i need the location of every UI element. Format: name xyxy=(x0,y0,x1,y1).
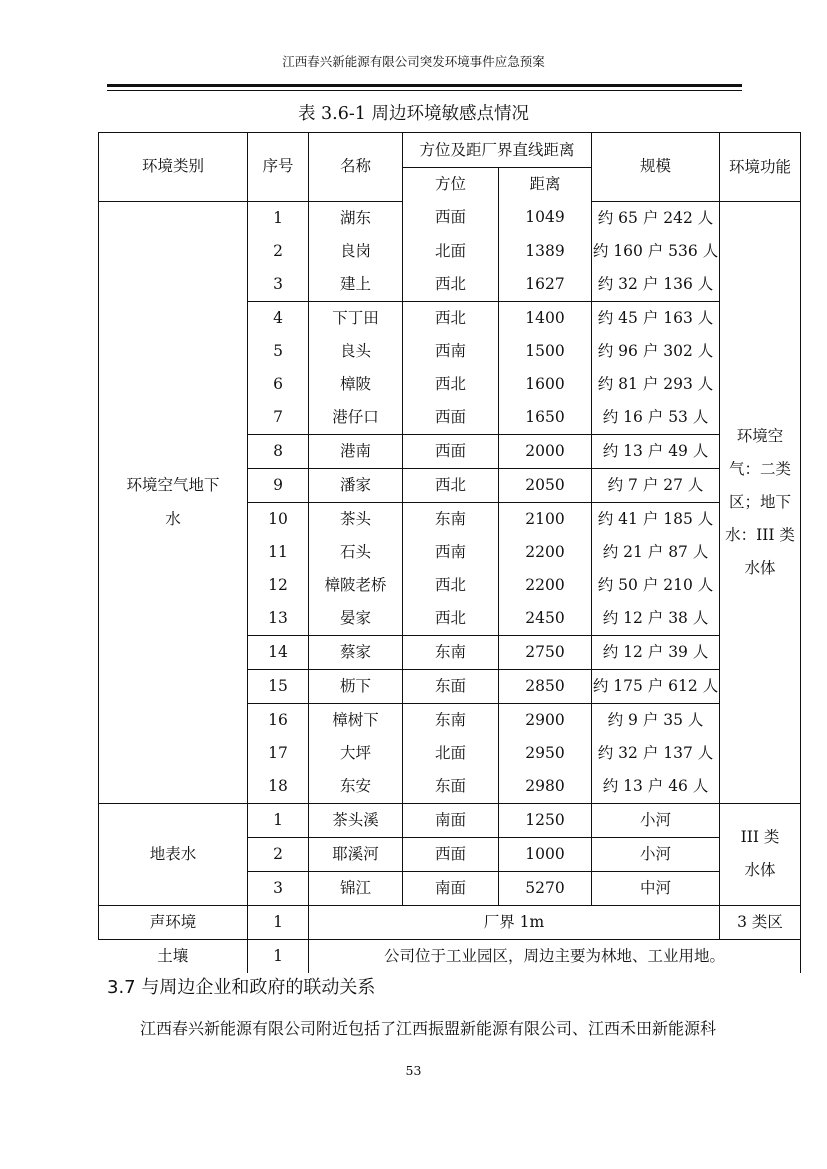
table-caption: 表 3.6-1 周边环境敏感点情况 xyxy=(297,104,529,124)
row-distance: 1400 xyxy=(499,301,592,335)
row-name: 建上 xyxy=(309,268,403,302)
row-index: 17 xyxy=(248,737,309,770)
row-scale: 约 41 户 185 人 xyxy=(592,502,720,536)
row-direction: 南面 xyxy=(403,803,499,837)
sensitive-points-table xyxy=(98,132,801,973)
row-index: 16 xyxy=(248,703,309,737)
header-position-group: 方位及距厂界直线距离 xyxy=(403,133,592,168)
row-index: 1 xyxy=(248,803,309,837)
row-name: 枥下 xyxy=(309,669,403,703)
row-scale: 约 96 户 302 人 xyxy=(592,335,720,368)
row-direction: 西面 xyxy=(403,434,499,468)
row-distance: 2950 xyxy=(499,737,592,770)
row-direction: 北面 xyxy=(403,235,499,268)
row-name: 蔡家 xyxy=(309,635,403,669)
row-distance: 1600 xyxy=(499,368,592,401)
row-distance: 1500 xyxy=(499,335,592,368)
row-direction: 东南 xyxy=(403,502,499,536)
row-index: 9 xyxy=(248,468,309,502)
row-distance: 5270 xyxy=(499,871,592,905)
row-index: 15 xyxy=(248,669,309,703)
header-rule-thin xyxy=(107,90,742,91)
row-name: 晏家 xyxy=(309,602,403,636)
header-name: 名称 xyxy=(309,133,403,202)
row-name: 潘家 xyxy=(309,468,403,502)
row-name: 良岗 xyxy=(309,235,403,268)
row-index: 2 xyxy=(248,837,309,871)
row-index: 6 xyxy=(248,368,309,401)
row-index: 7 xyxy=(248,401,309,435)
row-distance: 2050 xyxy=(499,468,592,502)
row-scale: 约 50 户 210 人 xyxy=(592,569,720,602)
row-scale: 约 13 户 46 人 xyxy=(592,770,720,804)
row-index: 2 xyxy=(248,235,309,268)
row-distance: 2200 xyxy=(499,569,592,602)
header-category: 环境类别 xyxy=(99,133,248,202)
row-index: 3 xyxy=(248,268,309,302)
category-noise: 声环境 xyxy=(99,905,248,939)
row-scale: 约 65 户 242 人 xyxy=(592,201,720,235)
row-distance: 1250 xyxy=(499,803,592,837)
row-distance: 2980 xyxy=(499,770,592,804)
row-direction: 东面 xyxy=(403,770,499,804)
row-name: 樟陂老桥 xyxy=(309,569,403,602)
row-direction: 西北 xyxy=(403,368,499,401)
row-name: 锦江 xyxy=(309,871,403,905)
row-scale: 约 12 户 38 人 xyxy=(592,602,720,636)
row-direction: 西北 xyxy=(403,268,499,302)
row-direction: 西北 xyxy=(403,301,499,335)
row-direction: 南面 xyxy=(403,871,499,905)
category-soil: 土壤 xyxy=(99,939,248,973)
section-heading: 3.7 与周边企业和政府的联动关系 xyxy=(107,977,376,998)
row-index: 12 xyxy=(248,569,309,602)
function-surface-water: III 类水体 xyxy=(720,803,801,905)
row-scale: 约 160 户 536 人 xyxy=(592,235,720,268)
row-direction: 西南 xyxy=(403,536,499,569)
row-name: 良头 xyxy=(309,335,403,368)
row-index: 3 xyxy=(248,871,309,905)
row-scale: 小河 xyxy=(592,803,720,837)
row-index: 4 xyxy=(248,301,309,335)
row-index: 1 xyxy=(248,201,309,235)
row-name: 樟陂 xyxy=(309,368,403,401)
function-noise: 3 类区 xyxy=(720,905,801,939)
row-index: 1 xyxy=(248,939,309,973)
row-name: 东安 xyxy=(309,770,403,804)
row-distance: 2000 xyxy=(499,434,592,468)
page-number: 53 xyxy=(405,1063,422,1078)
row-index: 11 xyxy=(248,536,309,569)
row-index: 10 xyxy=(248,502,309,536)
row-scale: 约 45 户 163 人 xyxy=(592,301,720,335)
row-scale: 约 81 户 293 人 xyxy=(592,368,720,401)
row-name: 樟树下 xyxy=(309,703,403,737)
header-distance: 距离 xyxy=(499,168,592,202)
row-direction: 西面 xyxy=(403,401,499,435)
soil-description: 公司位于工业园区，周边主要为林地、工业用地。 xyxy=(309,939,801,973)
row-distance: 1000 xyxy=(499,837,592,871)
row-direction: 北面 xyxy=(403,737,499,770)
row-distance: 2850 xyxy=(499,669,592,703)
row-scale: 约 13 户 49 人 xyxy=(592,434,720,468)
row-scale: 约 12 户 39 人 xyxy=(592,635,720,669)
row-distance: 2750 xyxy=(499,635,592,669)
row-name: 港南 xyxy=(309,434,403,468)
row-distance: 1650 xyxy=(499,401,592,435)
header-index: 序号 xyxy=(248,133,309,202)
row-direction: 西北 xyxy=(403,569,499,602)
header-rule-thick xyxy=(107,84,742,87)
row-index: 5 xyxy=(248,335,309,368)
row-scale: 约 32 户 137 人 xyxy=(592,737,720,770)
row-direction: 西面 xyxy=(403,837,499,871)
row-name: 港仔口 xyxy=(309,401,403,435)
noise-description: 厂界 1m xyxy=(309,905,720,939)
row-name: 茶头 xyxy=(309,502,403,536)
row-index: 14 xyxy=(248,635,309,669)
row-scale: 约 7 户 27 人 xyxy=(592,468,720,502)
row-index: 8 xyxy=(248,434,309,468)
row-direction: 东南 xyxy=(403,635,499,669)
row-name: 大坪 xyxy=(309,737,403,770)
row-distance: 1049 xyxy=(499,201,592,235)
row-distance: 2900 xyxy=(499,703,592,737)
row-scale: 约 16 户 53 人 xyxy=(592,401,720,435)
row-direction: 西北 xyxy=(403,468,499,502)
header-scale: 规模 xyxy=(592,133,720,202)
row-direction: 西面 xyxy=(403,201,499,235)
row-direction: 东南 xyxy=(403,703,499,737)
category-surface-water: 地表水 xyxy=(99,803,248,905)
row-distance: 1627 xyxy=(499,268,592,302)
row-distance: 2200 xyxy=(499,536,592,569)
row-name: 耶溪河 xyxy=(309,837,403,871)
row-scale: 小河 xyxy=(592,837,720,871)
row-distance: 2450 xyxy=(499,602,592,636)
row-index: 13 xyxy=(248,602,309,636)
row-distance: 2100 xyxy=(499,502,592,536)
row-index: 1 xyxy=(248,905,309,939)
row-index: 18 xyxy=(248,770,309,804)
row-scale: 约 21 户 87 人 xyxy=(592,536,720,569)
row-scale: 约 32 户 136 人 xyxy=(592,268,720,302)
row-name: 下丁田 xyxy=(309,301,403,335)
row-direction: 西北 xyxy=(403,602,499,636)
row-distance: 1389 xyxy=(499,235,592,268)
header-function: 环境功能 xyxy=(720,133,801,202)
row-name: 石头 xyxy=(309,536,403,569)
row-name: 茶头溪 xyxy=(309,803,403,837)
running-header: 江西春兴新能源有限公司突发环境事件应急预案 xyxy=(282,54,545,69)
row-scale: 约 175 户 612 人 xyxy=(592,669,720,703)
body-paragraph: 江西春兴新能源有限公司附近包括了江西振盟新能源有限公司、江西禾田新能源科 xyxy=(140,1019,717,1038)
row-direction: 东面 xyxy=(403,669,499,703)
function-air-groundwater: 环境空气：二类区；地下水：III 类水体 xyxy=(720,201,801,803)
header-direction: 方位 xyxy=(403,168,499,202)
row-direction: 西南 xyxy=(403,335,499,368)
row-scale: 中河 xyxy=(592,871,720,905)
category-air-groundwater: 环境空气地下水 xyxy=(99,201,248,803)
row-name: 湖东 xyxy=(309,201,403,235)
row-scale: 约 9 户 35 人 xyxy=(592,703,720,737)
